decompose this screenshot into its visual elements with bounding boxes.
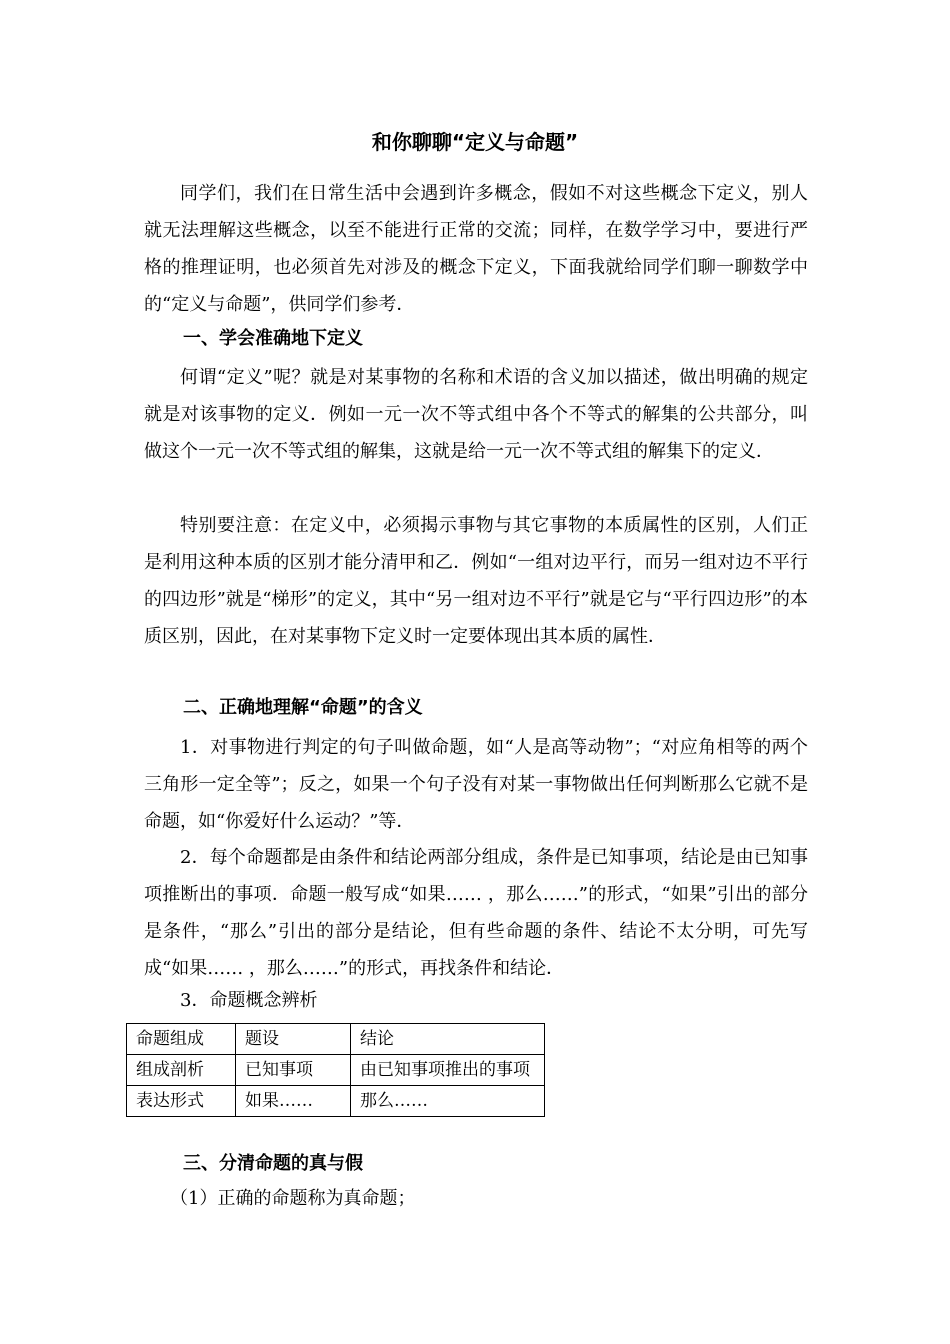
section-heading-3: 三、分清命题的真与假	[183, 1153, 363, 1174]
page-title: 和你聊聊“定义与命题”	[371, 130, 579, 154]
attention-paragraph: 特别要注意：在定义中，必须揭示事物与其它事物的本质属性的区别，人们正是利用这种本质的区别才能分清甲和乙．例如“一组对边平行，而另一组对边不平行的四边形”就是“梯形”的定义，其中“另一组对边不平行”就是它与“平行四边形”的本质区别，因此，在对某事物下定义时一定要体现出其本质的属性．	[144, 515, 808, 647]
truth-item-1: （1）正确的命题称为真命题；	[170, 1188, 416, 1209]
proposition-item-3: 3．命题概念辨析	[180, 990, 318, 1011]
table-cell: 命题组成	[127, 1024, 236, 1055]
table-cell: 已知事项	[236, 1055, 351, 1086]
concept-table	[126, 1023, 545, 1117]
intro-paragraph: 同学们，我们在日常生活中会遇到许多概念，假如不对这些概念下定义，别人就无法理解这些概念，以至不能进行正常的交流；同样，在数学学习中，要进行严格的推理证明，也必须首先对涉及的概念下定义，下面我就给同学们聊一聊数学中的“定义与命题”，供同学们参考．	[144, 183, 808, 315]
definition-paragraph: 何谓“定义”呢？就是对某事物的名称和术语的含义加以描述，做出明确的规定就是对该事物的定义．例如一元一次不等式组中各个不等式的解集的公共部分，叫做这个一元一次不等式组的解集，这就是给一元一次不等式组的解集下的定义．	[144, 367, 808, 462]
table-cell: 如果……	[236, 1086, 351, 1117]
table-row	[127, 1086, 545, 1117]
table-cell: 那么……	[351, 1086, 545, 1117]
table-cell: 组成剖析	[127, 1055, 236, 1086]
table-row	[127, 1024, 545, 1055]
table-row	[127, 1055, 545, 1086]
table-cell: 题设	[236, 1024, 351, 1055]
table-cell: 表达形式	[127, 1086, 236, 1117]
proposition-item-2: 2．每个命题都是由条件和结论两部分组成，条件是已知事项，结论是由已知事项推断出的事项．命题一般写成“如果…… ，那么……”的形式，“如果”引出的部分是条件，“那么”引出的部分是结论，但有些命题的条件、结论不太分明，可先写成“如果…… ，那么……”的形式，再找条件和结论．	[144, 847, 808, 979]
table-cell: 由已知事项推出的事项	[351, 1055, 545, 1086]
section-heading-1: 一、学会准确地下定义	[183, 328, 363, 349]
section-heading-2: 二、正确地理解“命题”的含义	[183, 697, 423, 718]
table-cell: 结论	[351, 1024, 545, 1055]
proposition-item-1: 1．对事物进行判定的句子叫做命题，如“人是高等动物”；“对应角相等的两个三角形一定全等”；反之，如果一个句子没有对某一事物做出任何判断那么它就不是命题，如“你爱好什么运动？”等．	[144, 737, 808, 832]
